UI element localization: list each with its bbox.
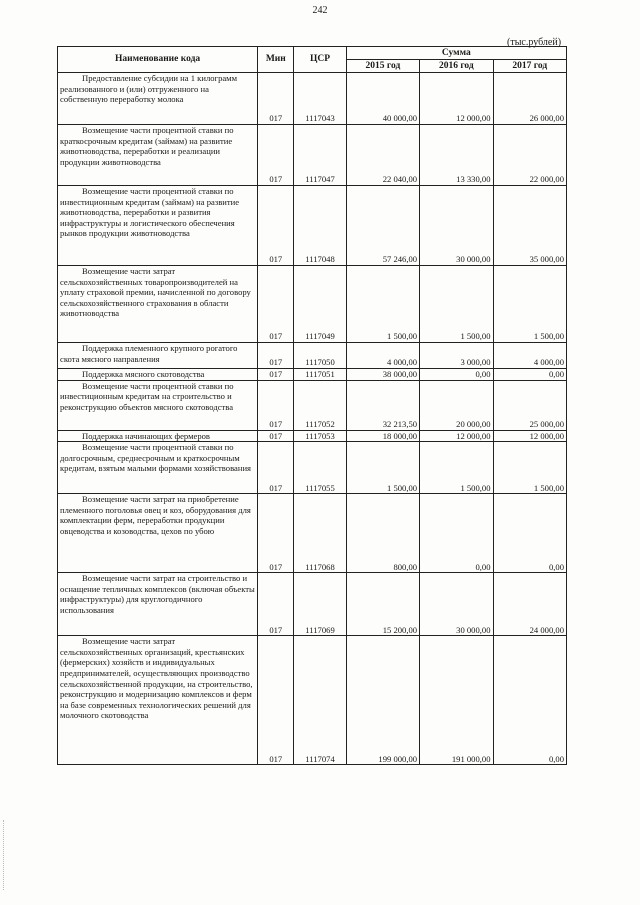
row-min: 017 [258,494,294,573]
row-2017: 35 000,00 [493,186,566,266]
row-csr: 1117053 [294,430,346,442]
row-2015: 4 000,00 [346,343,419,369]
row-csr: 1117051 [294,369,346,381]
row-2017: 26 000,00 [493,73,566,125]
header-2015: 2015 год [346,60,419,73]
row-name: Возмещение части процентной ставки по краткосрочным кредитам (займам) на развитие животноводства, переработки и реализации продукции животноводства [58,125,258,186]
row-csr: 1117074 [294,636,346,765]
row-min: 017 [258,369,294,381]
table-row [58,369,567,381]
row-2017: 24 000,00 [493,573,566,636]
row-name: Поддержка начинающих фермеров [58,430,258,442]
row-2016: 1 500,00 [420,266,493,343]
row-name: Возмещение части процентной ставки по инвестиционным кредитам (займам) на развитие животноводства, переработки и развития инфраструктуры и логистического обеспечения рынков продукции животноводства [58,186,258,266]
table-body [58,73,567,765]
row-2017: 25 000,00 [493,380,566,430]
row-2015: 800,00 [346,494,419,573]
row-csr: 1117050 [294,343,346,369]
row-name: Возмещение части затрат сельскохозяйственных организаций, крестьянских (фермерских) хозяйств и индивидуальных предпринимателей, осуществляющих производство сельскохозяйственной продукции, на строительство, реконструкцию и модернизацию комплексов и ферм на базе современных технологических решений для молочного скотоводства [58,636,258,765]
row-2016: 1 500,00 [420,442,493,494]
row-2016: 30 000,00 [420,186,493,266]
row-name: Возмещение части затрат на строительство и оснащение тепличных комплексов (включая объекты инфраструктуры) для круглогодичного использования [58,573,258,636]
row-min: 017 [258,73,294,125]
page-number: 242 [312,5,328,16]
row-2015: 1 500,00 [346,442,419,494]
table-row [58,343,567,369]
row-2016: 0,00 [420,369,493,381]
row-csr: 1117052 [294,380,346,430]
row-2017: 1 500,00 [493,266,566,343]
table-row [58,73,567,125]
header-min: Мин [258,47,294,73]
row-2015: 40 000,00 [346,73,419,125]
row-2016: 191 000,00 [420,636,493,765]
row-min: 017 [258,125,294,186]
row-name: Возмещение части затрат сельскохозяйственных товаропроизводителей на уплату страховой премии, начисленной по договору сельскохозяйственного страхования в области животноводства [58,266,258,343]
header-csr: ЦСР [294,47,346,73]
row-2017: 4 000,00 [493,343,566,369]
header-2017: 2017 год [493,60,566,73]
row-2017: 22 000,00 [493,125,566,186]
row-2017: 0,00 [493,494,566,573]
row-2016: 12 000,00 [420,430,493,442]
row-name: Возмещение части процентной ставки по инвестиционным кредитам на строительство и реконструкцию объектов мясного скотоводства [58,380,258,430]
margin-marks [3,820,8,890]
row-min: 017 [258,186,294,266]
units-label: (тыс.рублей) [507,37,562,48]
row-2016: 3 000,00 [420,343,493,369]
row-2015: 18 000,00 [346,430,419,442]
row-2015: 32 213,50 [346,380,419,430]
header-name: Наименование кода [58,47,258,73]
row-min: 017 [258,343,294,369]
row-2015: 15 200,00 [346,573,419,636]
row-name: Поддержка племенного крупного рогатого скота мясного направления [58,343,258,369]
table-row [58,494,567,573]
table-row [58,430,567,442]
row-2015: 1 500,00 [346,266,419,343]
row-2017: 12 000,00 [493,430,566,442]
table-row [58,442,567,494]
row-2015: 38 000,00 [346,369,419,381]
row-csr: 1117048 [294,186,346,266]
row-2016: 30 000,00 [420,573,493,636]
row-csr: 1117068 [294,494,346,573]
row-min: 017 [258,573,294,636]
row-name: Предоставление субсидии на 1 килограмм реализованного и (или) отгруженного на собственную переработку молока [58,73,258,125]
row-2016: 0,00 [420,494,493,573]
row-name: Возмещение части затрат на приобретение племенного поголовья овец и коз, оборудования для комплектации ферм, переработки продукции овцеводства и козоводства, цехов по убою [58,494,258,573]
row-min: 017 [258,380,294,430]
row-2017: 0,00 [493,369,566,381]
row-2017: 1 500,00 [493,442,566,494]
row-2017: 0,00 [493,636,566,765]
row-2015: 22 040,00 [346,125,419,186]
table-row [58,573,567,636]
row-min: 017 [258,266,294,343]
table-row [58,125,567,186]
table-row [58,380,567,430]
row-csr: 1117069 [294,573,346,636]
header-2016: 2016 год [420,60,493,73]
table-row [58,636,567,765]
budget-table [57,46,567,765]
row-csr: 1117043 [294,73,346,125]
row-csr: 1117047 [294,125,346,186]
header-sum: Сумма [346,47,566,60]
row-2016: 12 000,00 [420,73,493,125]
row-2016: 13 330,00 [420,125,493,186]
table-row [58,266,567,343]
row-2015: 199 000,00 [346,636,419,765]
row-2016: 20 000,00 [420,380,493,430]
row-min: 017 [258,636,294,765]
row-min: 017 [258,430,294,442]
row-csr: 1117055 [294,442,346,494]
table-row [58,186,567,266]
row-csr: 1117049 [294,266,346,343]
row-min: 017 [258,442,294,494]
row-name: Поддержка мясного скотоводства [58,369,258,381]
row-2015: 57 246,00 [346,186,419,266]
row-name: Возмещение части процентной ставки по долгосрочным, среднесрочным и краткосрочным кредитам, взятым малыми формами хозяйствования [58,442,258,494]
